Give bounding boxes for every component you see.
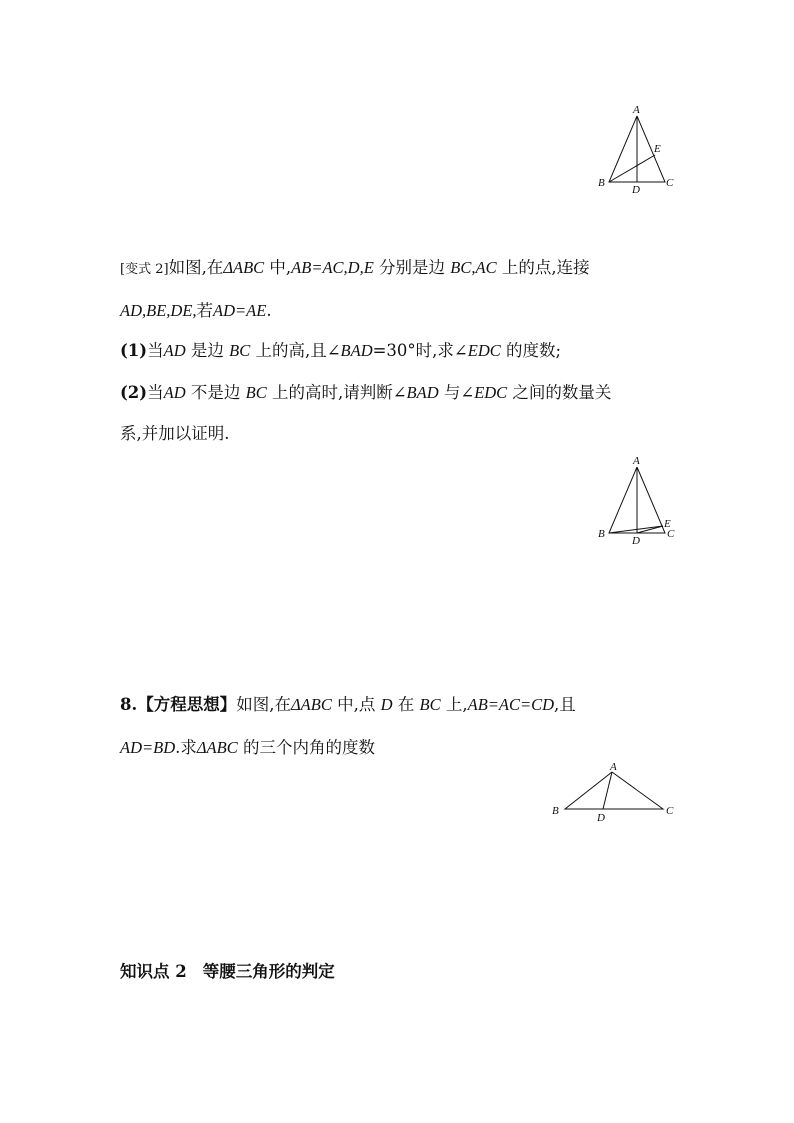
- label-c-2: C: [667, 528, 675, 540]
- variant2-line2: AD,BE,DE,若AD=AE.: [120, 301, 272, 320]
- label-d-2: D: [632, 535, 640, 547]
- segment-be-2: [609, 526, 663, 533]
- variant2-question-2-cont: 系,并加以证明.: [120, 424, 230, 443]
- figure-triangle-1: [590, 100, 690, 195]
- label-d-1: D: [632, 184, 640, 195]
- label-d-3: D: [597, 812, 605, 824]
- problem8-line2: AD=BD.求ΔABC 的三个内角的度数: [120, 738, 375, 757]
- triangle-abc-3: [565, 772, 663, 809]
- label-a-2: A: [633, 455, 640, 467]
- section-heading: [120, 958, 335, 982]
- label-a-1: A: [633, 104, 640, 116]
- label-a-3: A: [610, 761, 617, 773]
- problem8-tag: 【方程思想】: [137, 695, 237, 714]
- segment-de-2: [637, 526, 663, 533]
- label-e-1: E: [654, 143, 661, 155]
- variant-tag: [变式 2]: [120, 262, 169, 277]
- label-c-3: C: [666, 805, 674, 817]
- segment-be-1: [609, 155, 655, 182]
- label-e-2: E: [664, 518, 671, 530]
- problem8-line1: 8.【方程思想】如图,在ΔABC 中,点 D 在 BC 上,AB=AC=CD,且: [120, 695, 576, 714]
- label-b-3: B: [552, 805, 559, 817]
- label-c-1: C: [666, 177, 674, 189]
- variant2-question-2: (2)当AD 不是边 BC 上的高时,请判断∠BAD 与∠EDC 之间的数量关: [120, 383, 612, 402]
- section-label: 知识点 2: [120, 962, 187, 981]
- variant2-line1: [变式 2]如图,在ΔABC 中,AB=AC,D,E 分别是边 BC,AC 上的点,连接: [120, 258, 590, 277]
- label-b-2: B: [598, 528, 605, 540]
- label-b-1: B: [598, 177, 605, 189]
- figure-triangle-2: [590, 452, 690, 547]
- figure-triangle-3: [545, 758, 685, 828]
- section-title: 等腰三角形的判定: [202, 962, 335, 981]
- variant2-question-1: (1)当AD 是边 BC 上的高,且∠BAD=30°时,求∠EDC 的度数;: [120, 341, 562, 360]
